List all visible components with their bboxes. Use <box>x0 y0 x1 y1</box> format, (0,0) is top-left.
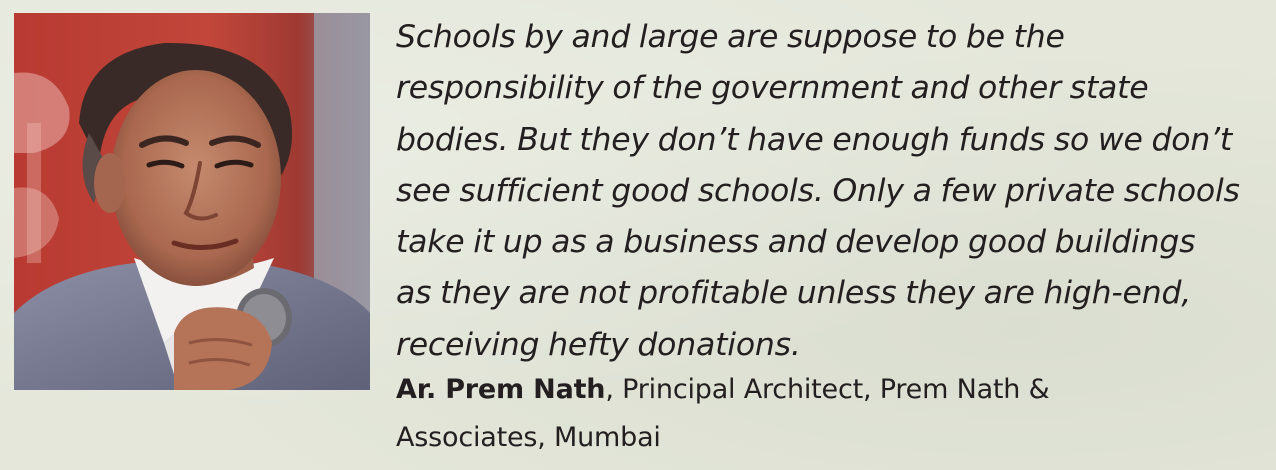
quote-text <box>396 12 1268 371</box>
portrait-photo <box>14 13 370 390</box>
attribution <box>396 366 1256 462</box>
quote-line: receiving hefty donations. <box>396 326 801 363</box>
quote-line: responsibility of the government and other state <box>396 70 1149 107</box>
speaker-title: , Principal Architect, Prem Nath & <box>605 374 1050 405</box>
attribution-line-2: Associates, Mumbai <box>396 422 661 453</box>
portrait-illustration <box>14 13 370 390</box>
speaker-name: Ar. Prem Nath <box>396 374 606 405</box>
quote-line: bodies. But they don’t have enough funds so we don’t <box>396 121 1233 158</box>
quote-line: take it up as a business and develop good buildings <box>396 224 1196 261</box>
attribution-line-1 <box>396 366 1256 414</box>
quote-line: Schools by and large are suppose to be the <box>396 19 1065 55</box>
quote-line: as they are not profitable unless they are high-end, <box>396 275 1192 312</box>
quote-line: see sufficient good schools. Only a few private schools <box>396 172 1240 209</box>
